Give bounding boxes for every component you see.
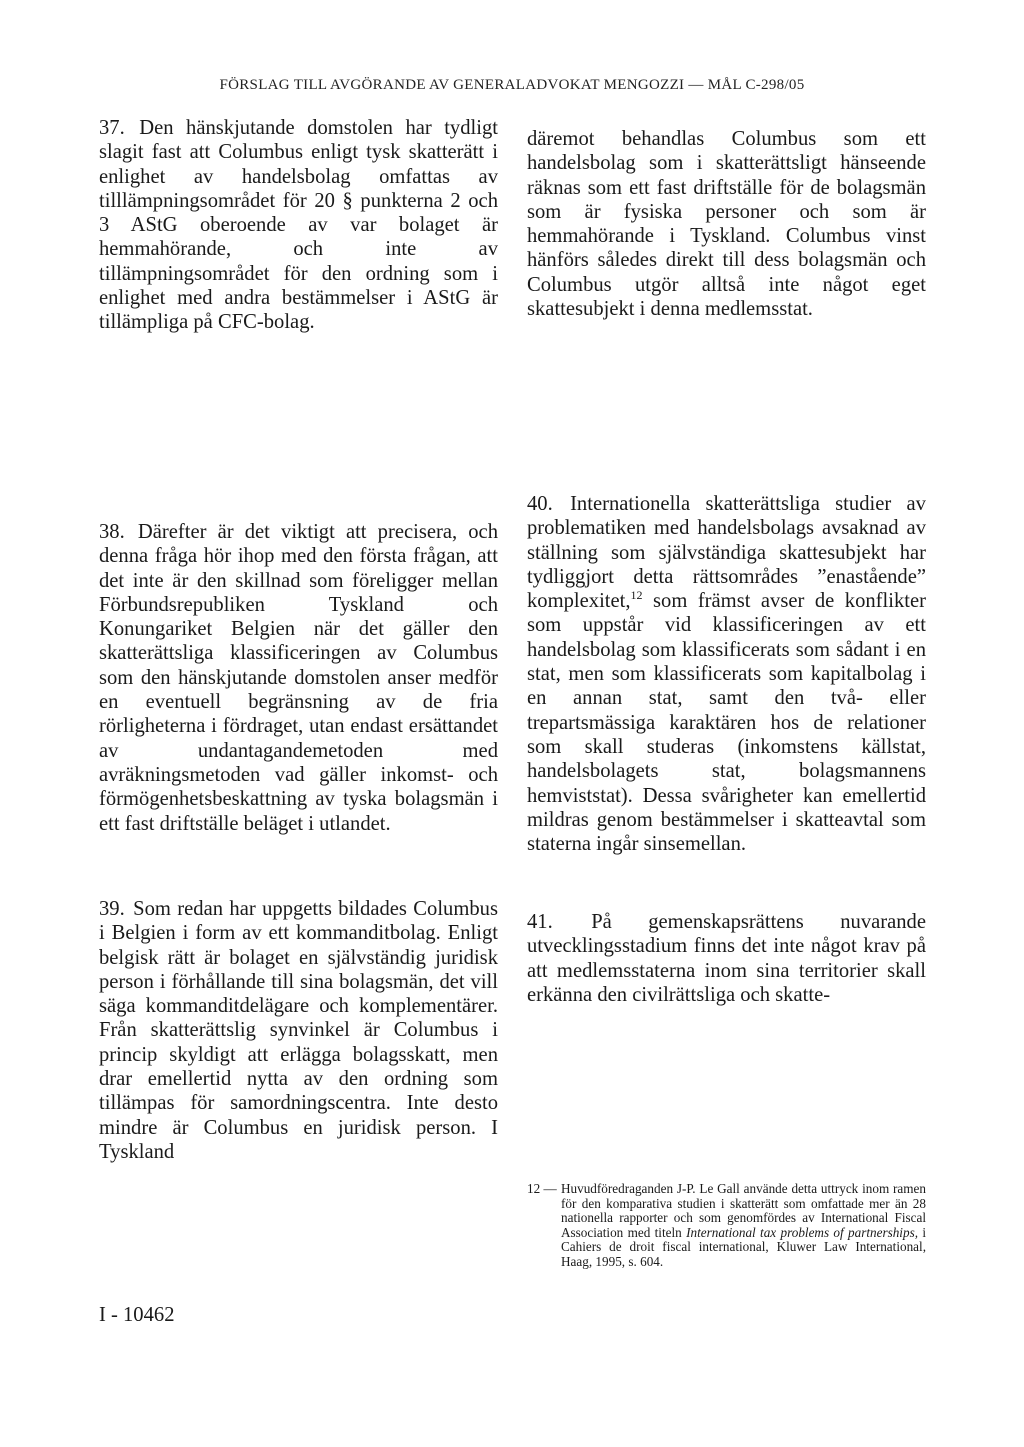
paragraph-39-continuation (527, 127, 926, 321)
running-header: FÖRSLAG TILL AVGÖRANDE AV GENERALADVOKAT MENGOZZI — MÅL C-298/05 (219, 77, 805, 93)
paragraph-text: Som redan har uppgetts bildades Columbus i Belgien i form av ett kommanditbolag. Enligt belgisk rätt är bolaget en självständig juridisk person i förhållande till sina bolagsmän, det vill säga kommanditdelägare och komplementärer. Från skatterättslig synvinkel är Columbus i princip skyldigt att erlägga bolagsskatt, men drar emellertid nytta av den ordning som tillämpas för samordningscentra. Inte desto mindre är Columbus en juridisk person. I Tyskland (99, 898, 498, 1163)
paragraph-40 (527, 492, 926, 856)
paragraph-38 (99, 520, 498, 836)
paragraph-41 (527, 910, 926, 1007)
footnote-text-part: i Cahiers de droit fiscal international, Kluwer Law International, Haag, 1995, s. 604. (561, 1224, 927, 1269)
paragraph-text: Den hänskjutande domstolen har tydligt slagit fast att Columbus enligt tysk skatterätt i enlighet av handelsbolag omfattas av tilllämpningsområdet för 20 § punkterna 2 och 3 AStG oberoende av var bolaget är hemmahörande, och inte av tillämpningsområdet för den ordning som i enlighet med andra bestämmelser i AStG är tillämpliga på CFC-bolag. (99, 117, 498, 334)
paragraph-number: 38. (99, 521, 125, 543)
footnote-text-part: Huvudföredraganden J-P. Le Gall använde detta uttryck inom ramen för den komparativa studien i skatterätt som omfattade mer än 28 nationella rapporter och som genomfördes av International Fiscal Association med titeln (561, 1181, 926, 1240)
paragraph-37 (99, 116, 498, 335)
paragraph-number: 39. (99, 898, 125, 920)
paragraph-text: Internationella skatterättsliga studier av problematiken med handelsbolags avsaknad av ställning som självständiga skattesubjekt har tydliggjort detta rättsområdes ”enastående” komplexitet, (527, 493, 926, 613)
paragraph-number: 40. (527, 493, 553, 515)
paragraph-text: På gemenskapsrättens nuvarande utvecklingsstadium finns det inte något krav på att medlemsstaterna inom sina territorier skall erkänna den civilrättsliga och skatte- (527, 911, 926, 1006)
paragraph-text-continued: som främst avser de konflikter som uppstår vid klassificeringen av ett handelsbolag som klassificerats som sådant i en stat, men som klassificerats som kapitalbolag i en annan stat, samt den två- eller trepartsmässiga karaktären hos de relationer som skall studeras (inkomstens källstat, handelsbolagets stat, bolagsmannens hemviststat). Dessa svårigheter kan emellertid mildras genom bestämmelser i skatteavtal som staterna ingår sinsemellan. (527, 590, 926, 856)
footnote-reference[interactable]: 12 (630, 588, 643, 603)
paragraph-text: däremot behandlas Columbus som ett handelsbolag som i skatterättsligt hänseende räknas som ett fast driftställe för de bolagsmän som är fysiska personer och som är hemmahörande i Tyskland. Columbus vinst hänförs således direkt till dess bolagsmän och Columbus utgör alltså inte något eget skattesubjekt i denna medlemsstat. (527, 128, 926, 321)
page-number: I - 10462 (99, 1304, 175, 1326)
paragraph-number: 37. (99, 117, 125, 139)
footnote-text (561, 1182, 926, 1270)
paragraph-39 (99, 897, 498, 1164)
paragraph-text: Därefter är det viktigt att precisera, och denna fråga hör ihop med den första frågan, att det inte är den skillnad som föreligger mellan Förbundsrepubliken Tyskland och Konungariket Belgien när det gäller den skatterättsliga klassificeringen av Columbus som den hänskjutande domstolen anser medför en eventuell begränsning av de fria rörligheterna i fördraget, utan endast ersättandet av undantagandemetoden med avräkningsmetoden vad gäller inkomst- och förmögenhetsbeskattning av tyska bolagsmän i ett fast driftställe beläget i utlandet. (99, 521, 498, 835)
paragraph-number: 41. (527, 911, 553, 933)
footnote-number: 12 — (527, 1181, 557, 1196)
footnote-publication-title: International tax problems of partnerships, (686, 1224, 918, 1240)
footnote-12 (527, 1182, 926, 1270)
